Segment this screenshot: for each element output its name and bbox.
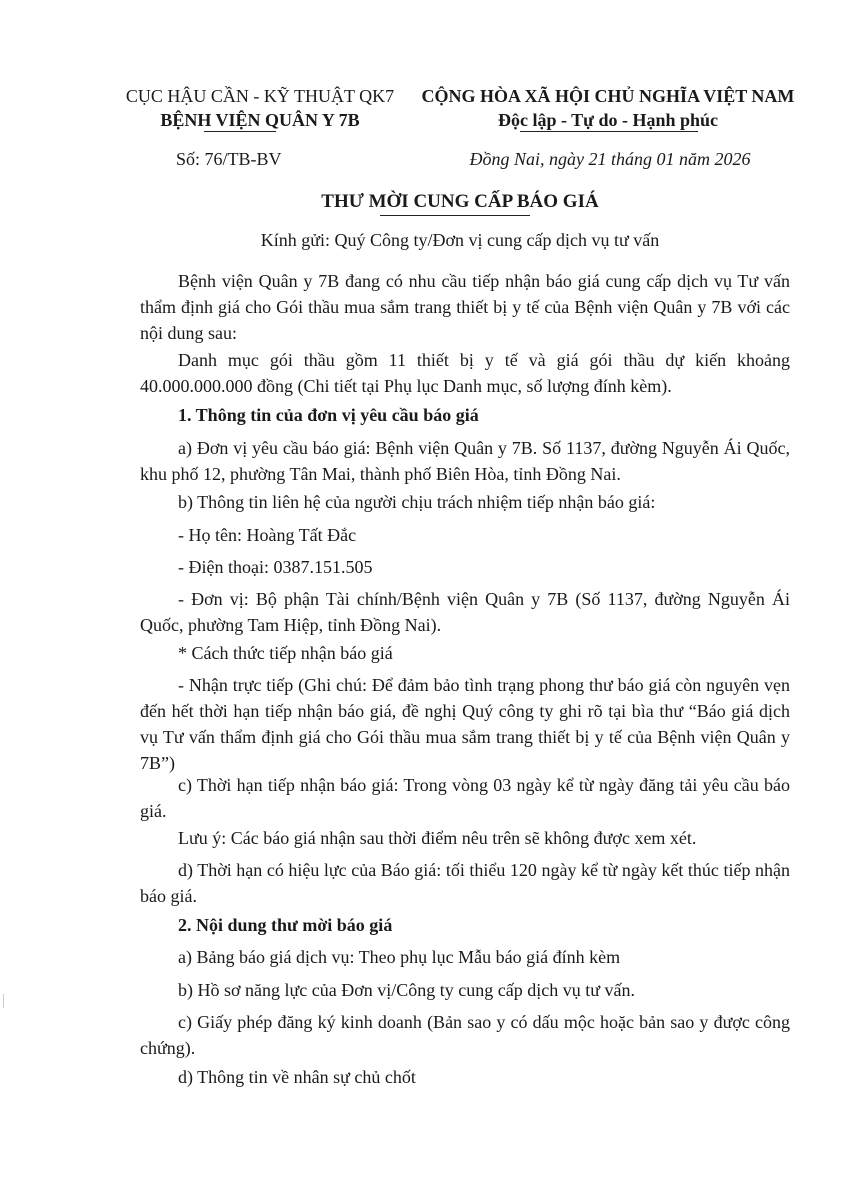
motto-underline bbox=[520, 131, 698, 132]
deadline-paragraph: c) Thời hạn tiếp nhận báo giá: Trong vòng 03 ngày kể từ ngày đăng tải yêu cầu báo giá. bbox=[140, 775, 790, 821]
key-personnel-item: d) Thông tin về nhân sự chủ chốt bbox=[178, 1067, 416, 1087]
org-line-2: BỆNH VIỆN QUÂN Y 7B bbox=[160, 110, 360, 130]
contact-unit-paragraph: - Đơn vị: Bộ phận Tài chính/Bệnh viện Quân y 7B (Số 1137, đường Nguyễn Ái Quốc, phường Tam Hiệp, tỉnh Đồng Nai). bbox=[140, 589, 790, 635]
document-number: Số: 76/TB-BV bbox=[176, 149, 282, 169]
recipient-line: Kính gửi: Quý Công ty/Đơn vị cung cấp dịch vụ tư vấn bbox=[260, 230, 660, 250]
business-license-item: c) Giấy phép đăng ký kinh doanh (Bản sao y có dấu mộc hoặc bản sao y được công chứng). bbox=[140, 1012, 790, 1058]
org-underline bbox=[204, 131, 276, 132]
section-2-heading: 2. Nội dung thư mời báo giá bbox=[178, 915, 393, 935]
nation-line-1: CỘNG HÒA XÃ HỘI CHỦ NGHĨA VIỆT NAM bbox=[421, 86, 795, 106]
date-line: Đồng Nai, ngày 21 tháng 01 năm 2026 bbox=[469, 149, 751, 169]
submission-method-heading: * Cách thức tiếp nhận báo giá bbox=[178, 643, 393, 663]
validity-paragraph: d) Thời hạn có hiệu lực của Báo giá: tối thiểu 120 ngày kể từ ngày kết thúc tiếp nhận báo giá. bbox=[140, 860, 790, 906]
contact-name: - Họ tên: Hoàng Tất Đắc bbox=[178, 525, 357, 545]
package-summary-paragraph: Danh mục gói thầu gồm 11 thiết bị y tế và giá gói thầu dự kiến khoảng 40.000.000.000 đồng (Chi tiết tại Phụ lục Danh mục, số lượng đính kèm). bbox=[140, 350, 790, 396]
capability-profile-item: b) Hồ sơ năng lực của Đơn vị/Công ty cung cấp dịch vụ tư vấn. bbox=[178, 980, 635, 1000]
requesting-unit-paragraph: a) Đơn vị yêu cầu báo giá: Bệnh viện Quân y 7B. Số 1137, đường Nguyễn Ái Quốc, khu phố 12, phường Tân Mai, thành phố Biên Hòa, tỉnh Đồng Nai. bbox=[140, 438, 790, 484]
note-paragraph: Lưu ý: Các báo giá nhận sau thời điểm nêu trên sẽ không được xem xét. bbox=[178, 828, 697, 848]
national-motto bbox=[408, 84, 808, 132]
org-line-1: CỤC HẬU CẦN - KỸ THUẬT QK7 bbox=[125, 86, 395, 106]
intro-paragraph: Bệnh viện Quân y 7B đang có nhu cầu tiếp nhận báo giá cung cấp dịch vụ Tư vấn thẩm định giá cho Gói thầu mua sắm trang thiết bị y tế của Bệnh viện Quân y 7B với các nội dung sau: bbox=[140, 271, 790, 343]
contact-phone: - Điện thoại: 0387.151.505 bbox=[178, 557, 373, 577]
title-underline bbox=[380, 215, 530, 216]
section-1-heading: 1. Thông tin của đơn vị yêu cầu báo giá bbox=[178, 405, 479, 425]
contact-info-heading: b) Thông tin liên hệ của người chịu trách nhiệm tiếp nhận báo giá: bbox=[178, 492, 656, 512]
issuing-organization bbox=[112, 84, 408, 132]
document-title: THƯ MỜI CUNG CẤP BÁO GIÁ bbox=[321, 191, 599, 212]
submission-method-paragraph: - Nhận trực tiếp (Ghi chú: Để đảm bảo tình trạng phong thư báo giá còn nguyên vẹn đến hết thời hạn tiếp nhận báo giá, đề nghị Quý công ty ghi rõ tại bìa thư “Báo giá dịch vụ Tư vấn thẩm định giá cho Gói thầu mua sắm trang thiết bị y tế của Bệnh viện Quân y 7B”) bbox=[140, 675, 790, 773]
nation-line-2: Độc lập - Tự do - Hạnh phúc bbox=[497, 110, 719, 130]
scan-edge-mark bbox=[3, 994, 10, 1008]
price-table-item: a) Bảng báo giá dịch vụ: Theo phụ lục Mẫu báo giá đính kèm bbox=[178, 947, 621, 967]
